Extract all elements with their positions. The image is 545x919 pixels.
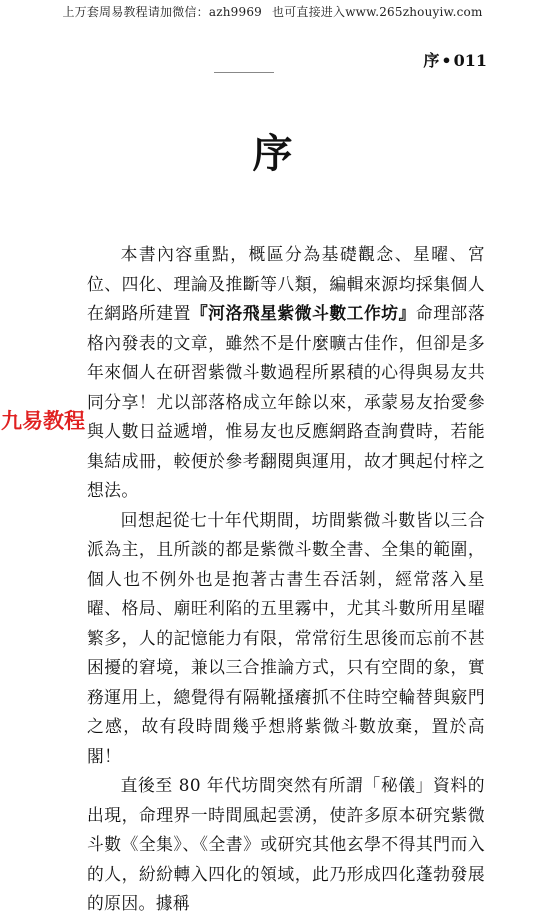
page-number: 011 — [453, 51, 487, 70]
running-head — [423, 48, 487, 71]
body-text — [87, 240, 485, 919]
paragraph-2 — [87, 506, 485, 772]
paragraph-2-text: 回想起從七十年代期間，坊間紫微斗數皆以三合派為主，且所談的都是紫微斗數全書、全集的範圍，個人也不例外也是抱著古書生吞活剝，經常落入星曜、格局、廟旺利陷的五里霧中，尤其斗數所用星曜繁多，人的記憶能力有限，常常衍生思後而忘前不甚困擾的窘境，兼以三合推論方式，只有空間的象，實務運用上，總覺得有隔靴搔癢抓不住時空輪替與竅門之感，故有段時間幾乎想將紫微斗數放棄，置於高閣！ — [87, 509, 485, 766]
top-banner — [0, 4, 545, 20]
banner-website-text: 也可直接进入www.265zhouyiw.com — [272, 5, 483, 19]
page-title: 序 — [252, 130, 293, 177]
running-head-section: 序 — [423, 51, 440, 70]
paragraph-1-text-a: 本書內容重點，概區分為基礎觀念、星曜、宮位、四化、理論及推斷等八類，編輯來源均採集個人在網路所建置 — [87, 244, 485, 323]
header-divider — [214, 72, 274, 73]
paragraph-3 — [87, 771, 485, 919]
paragraph-1-text-b: 命理部落格內發表的文章，雖然不是什麼曠古佳作，但卻是多年來個人在研習紫微斗數過程所累積的心得與易友共同分享！尤以部落格成立年餘以來，承蒙易友抬愛參與人數日益遞增，惟易友也反應網路查詢費時，若能集結成冊，較便於參考翻閱與運用，故才興起付梓之想法。 — [87, 303, 485, 500]
running-head-separator: • — [441, 51, 452, 70]
watermark-stamp: 九易教程 — [0, 405, 86, 435]
paragraph-1-bold-title: 『河洛飛星紫微斗數工作坊』 — [190, 303, 416, 323]
paragraph-3-text: 直後至 80 年代坊間突然有所謂「秘儀」資料的出現，命理界一時間風起雲湧，使許多原本研究紫微斗數《全集》、《全書》或研究其他玄學不得其門而入的人，紛紛轉入四化的領域，此乃形成四化蓬勃發展的原因。據稱 — [87, 775, 485, 913]
banner-wechat-text: 上万套周易教程请加微信：azh9969 — [62, 5, 262, 19]
paragraph-1 — [87, 240, 485, 506]
